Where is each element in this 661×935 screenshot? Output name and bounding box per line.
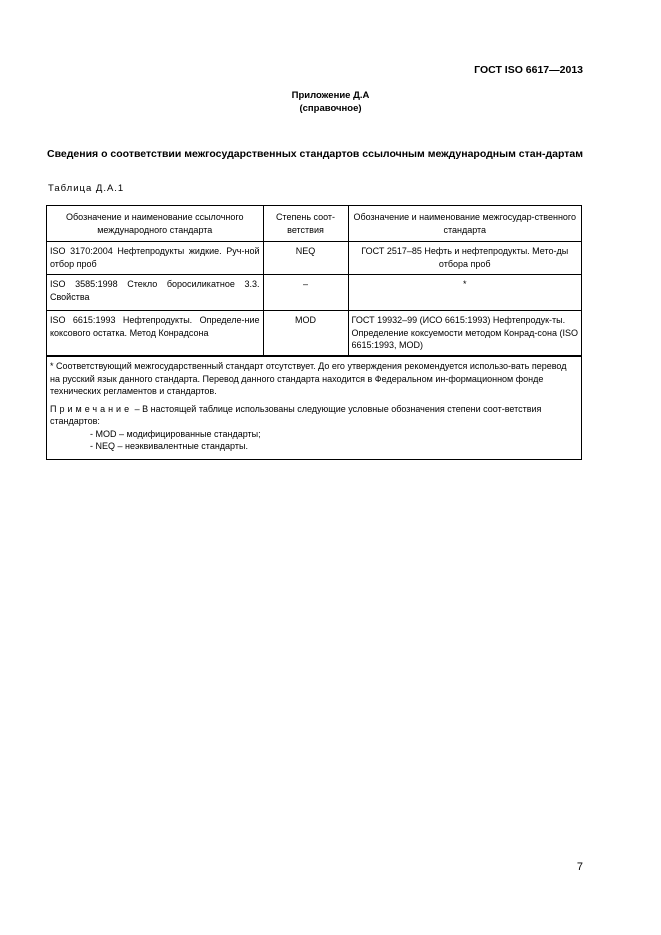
cell-intl-standard: ISO 3585:1998 Стекло боросиликатное 3.3. Свойства	[47, 275, 263, 311]
note-label: Примечание	[50, 403, 133, 414]
table-row	[47, 311, 581, 356]
document-code: ГОСТ ISO 6617—2013	[474, 64, 583, 76]
note-text: – В настоящей таблице использованы следующие условные обозначения степени соот-ветствия стандартов:	[50, 403, 542, 426]
appendix-heading	[0, 89, 661, 115]
table-header-row	[47, 206, 581, 242]
cell-degree: –	[263, 275, 348, 311]
cell-national-standard: ГОСТ 19932–99 (ИСО 6615:1993) Нефтепродук-ты. Определение коксуемости методом Конрад-сона (ISO 6615:1993, MOD)	[348, 311, 581, 356]
cell-national-standard: ГОСТ 2517–85 Нефть и нефтепродукты. Мето-ды отбора проб	[348, 242, 581, 275]
header-national-standard: Обозначение и наименование межгосудар-ственного стандарта	[348, 206, 581, 242]
header-intl-standard: Обозначение и наименование ссылочного международного стандарта	[47, 206, 263, 242]
correspondence-table	[46, 205, 582, 460]
cell-national-standard: *	[348, 275, 581, 311]
table-row	[47, 242, 581, 275]
table-notes	[47, 356, 581, 459]
cell-intl-standard: ISO 3170:2004 Нефтепродукты жидкие. Руч-ной отбор проб	[47, 242, 263, 275]
cell-intl-standard: ISO 6615:1993 Нефтепродукты. Определе-ние коксового остатка. Метод Конрадсона	[47, 311, 263, 356]
appendix-title: Приложение Д.А	[291, 90, 370, 101]
header-degree: Степень соот-ветствия	[263, 206, 348, 242]
note-item-neq: - NEQ – неэквивалентные стандарты.	[90, 441, 248, 451]
table-note	[50, 403, 578, 428]
cell-degree: NEQ	[263, 242, 348, 275]
note-item-mod: - MOD – модифицированные стандарты;	[90, 428, 261, 439]
table-footnote: * Соответствующий межгосударственный стандарт отсутствует. До его утверждения рекомендуется использо-вать перевод на русский язык данного стандарта. Перевод данного стандарта находится в Федеральном ин-формационном фонде технических регламентов и стандартов.	[50, 361, 567, 396]
page-number: 7	[576, 861, 583, 873]
section-title: Сведения о соответствии межгосударственных стандартов ссылочным международным стан-дартам	[47, 148, 583, 160]
appendix-subtitle: (справочное)	[299, 103, 362, 114]
cell-degree: MOD	[263, 311, 348, 356]
table-row	[47, 275, 581, 311]
table-caption: Таблица Д.А.1	[48, 183, 125, 194]
